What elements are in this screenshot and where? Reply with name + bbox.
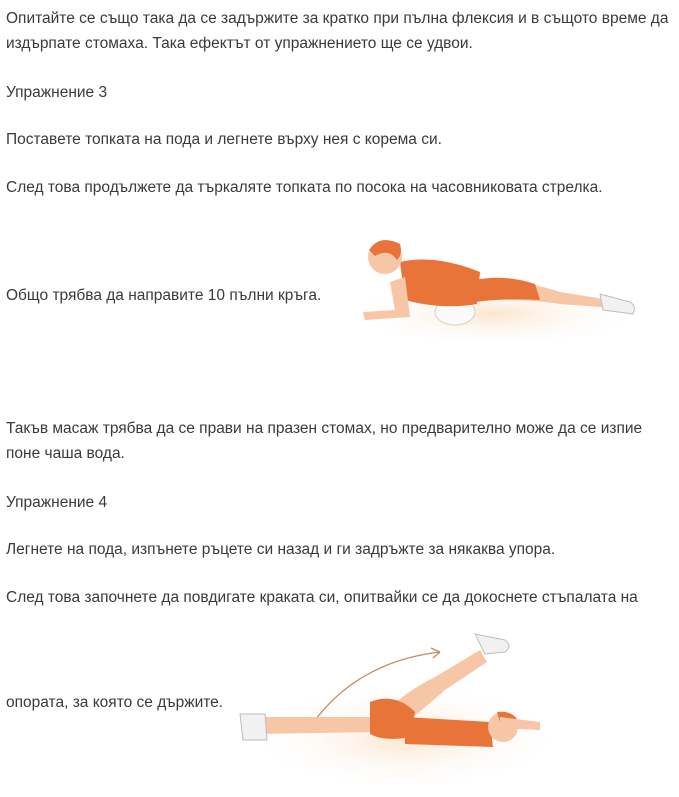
exercise-4-heading: Упражнение 4: [6, 494, 108, 511]
exercise-3-illustration: [345, 222, 645, 342]
exercise-3-step-2: След това продължете да търкаляте топката по посока на часовниковата стрелка.: [6, 179, 603, 196]
exercise-3-step-1: Поставете топката на пода и легнете върху нея с корема си.: [6, 131, 442, 148]
exercise-4-illustration: [235, 622, 560, 787]
exercise-3-heading: Упражнение 3: [6, 84, 108, 101]
exercise-4-step-2: След това започнете да повдигате краката си, опитвайки се да докоснете стъпалата на: [6, 589, 638, 606]
exercise-4-step-1: Легнете на пода, изпънете ръцете си назад и ги задръжте за някаква упора.: [6, 541, 556, 558]
exercise-3-step-3: Общо трябва да направите 10 пълни кръга.: [6, 287, 322, 304]
paragraph-intro: Опитайте се също така да се задържите за кратко при пълна флексия и в същото време да издърпате стомаха. Така ефектът от упражнението ще се удвои.: [6, 10, 669, 52]
torso-shirt: [400, 260, 480, 307]
exercise-3-note: Такъв масаж трябва да се прави на празен стомах, но предварително може да се изпие поне чаша вода.: [6, 420, 643, 462]
lower-leg: [255, 717, 375, 734]
exercise-4-step-3: опората, за която се държите.: [6, 694, 224, 711]
torso-shirt-2: [405, 717, 493, 747]
shoe-left: [240, 714, 267, 740]
